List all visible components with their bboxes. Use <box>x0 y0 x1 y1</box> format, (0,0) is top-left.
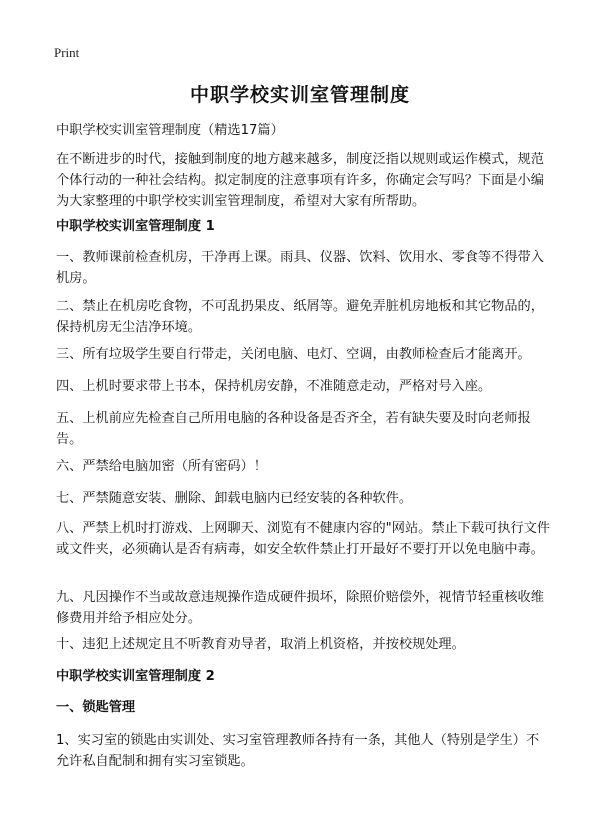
print-link[interactable]: Print <box>54 45 80 60</box>
section-heading-1: 中职学校实训室管理制度 1 <box>56 219 215 234</box>
rule-paragraph: 五、上机前应先检查自己所用电脑的各种设备是否齐全，若有缺失要及时向老师报告。 <box>56 411 531 447</box>
page-title: 中职学校实训室管理制度 <box>189 84 410 106</box>
rule-paragraph: 八、严禁上机时打游戏、上网聊天、浏览有不健康内容的"网站。禁止下载可执行文件或文件夹，必须确认是否有病毒，如安全软件禁止打开最好不要打开以免电脑中毒。 <box>56 521 550 557</box>
rule-paragraph: 二、禁止在机房吃食物，不可乱扔果皮、纸屑等。避免弄脏机房地板和其它物品的，保持机房无尘洁净环境。 <box>56 299 544 335</box>
rule-paragraph: 一、教师课前检查机房，干净再上课。雨具、仪器、饮料、饮用水、零食等不得带入机房。 <box>56 250 544 286</box>
document-subtitle: 中职学校实训室管理制度（精选17篇） <box>56 123 284 138</box>
rule-paragraph: 十、违犯上述规定且不听教育劝导者，取消上机资格，并按校规处理。 <box>56 637 465 652</box>
rule-paragraph: 七、严禁随意安装、删除、卸载电脑内已经安装的各种软件。 <box>56 491 413 506</box>
sub-heading-key-management: 一、锁匙管理 <box>56 700 136 715</box>
rule-paragraph: 三、所有垃圾学生要自行带走，关闭电脑、电灯、空调，由教师检查后才能离开。 <box>56 347 531 362</box>
rule-paragraph: 四、上机时要求带上书本，保持机房安静，不准随意走动，严格对号入座。 <box>56 379 492 394</box>
rule-paragraph: 1、实习室的锁匙由实训处、实习室管理教师各持有一条，其他人（特别是学生）不允许私自配制和拥有实习室锁匙。 <box>56 733 540 769</box>
section-heading-2: 中职学校实训室管理制度 2 <box>56 669 215 684</box>
rule-paragraph: 九、凡因操作不当或故意违规操作造成硬件损坏，除照价赔偿外，视情节轻重核收维修费用并给予相应处分。 <box>56 590 544 626</box>
intro-paragraph: 在不断进步的时代，接触到制度的地方越来越多，制度泛指以规则或运作模式，规范个体行动的一种社会结构。拟定制度的注意事项有许多，你确定会写吗？下面是小编为大家整理的中职学校实训室管理制度，希望对大家有所帮助。 <box>56 152 544 209</box>
rule-paragraph: 六、严禁给电脑加密（所有密码）！ <box>56 459 267 474</box>
